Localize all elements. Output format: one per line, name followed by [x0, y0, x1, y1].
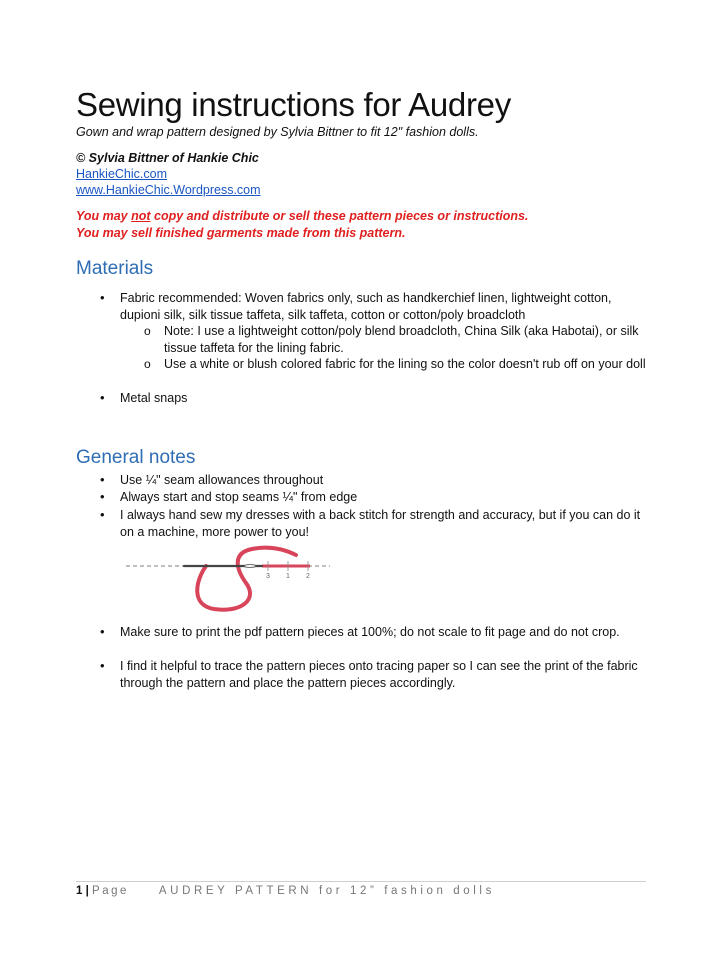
link-hankiechic[interactable]: HankieChic.com [76, 167, 168, 181]
running-footer: AUDREY PATTERN for 12” fashion dolls [158, 885, 495, 897]
warning-line-2: You may sell finished garments made from this pattern. [76, 226, 406, 240]
page-word: Page [92, 885, 129, 897]
general-item-hand-sew: I always hand sew my dresses with a back stitch for strength and accuracy, but if you can do it on a machine, more power to you! [120, 508, 641, 539]
circle-bullet-icon: o [144, 324, 151, 338]
back-stitch-illustration [124, 545, 334, 617]
thread-icon [197, 548, 296, 610]
general-item-trace: I find it helpful to trace the pattern pieces onto tracing paper so I can see the print of the fabric through the pattern and place the pattern pieces accordingly. [120, 659, 638, 690]
bullet-icon: • [100, 658, 105, 673]
stitch-label-2: 2 [306, 573, 310, 580]
warning-emphasis: not [131, 209, 151, 223]
materials-subitem-note: Note: I use a lightweight cotton/poly blend broadcloth, China Silk (aka Habotai), or silk tissue taffeta for the lining fabric. [164, 324, 639, 355]
materials-subitem-lining: Use a white or blush colored fabric for the lining so the color doesn't rub off on your doll [164, 357, 646, 371]
bullet-icon: • [100, 290, 105, 305]
stitch-label-3: 3 [266, 573, 270, 580]
stitch-label-1: 1 [286, 573, 290, 580]
materials-item-snaps: Metal snaps [120, 391, 188, 405]
materials-item-fabric: Fabric recommended: Woven fabrics only, such as handkerchief linen, lightweight cotton, dupioni silk, silk tissue taffeta, silk taffeta, cotton or cotton/poly broadcloth [120, 291, 612, 322]
general-item-print: Make sure to print the pdf pattern pieces at 100%; do not scale to fit page and do not crop. [120, 625, 620, 639]
page-title: Sewing instructions for Audrey [76, 86, 511, 123]
warning-after: copy and distribute or sell these pattern pieces or instructions. [150, 209, 529, 223]
page-number: 1 [76, 885, 83, 897]
bullet-icon: • [100, 624, 105, 639]
warning-line-1 [76, 209, 528, 223]
general-item-start-stop: Always start and stop seams ¼" from edge [120, 490, 358, 504]
subtitle: Gown and wrap pattern designed by Sylvia Bittner to fit 12" fashion dolls. [76, 125, 479, 139]
materials-heading: Materials [76, 258, 154, 279]
bullet-icon: • [100, 390, 105, 405]
bullet-icon: • [100, 489, 105, 504]
general-notes-heading: General notes [76, 447, 196, 468]
bullet-icon: • [100, 507, 105, 522]
warning-before: You may [76, 209, 132, 223]
footer-divider [76, 881, 646, 882]
copyright: © Sylvia Bittner of Hankie Chic [76, 151, 259, 165]
page-footer [76, 885, 495, 897]
footer-separator: | [85, 885, 89, 897]
needle-eye-icon [244, 565, 256, 568]
bullet-icon: • [100, 472, 105, 487]
link-wordpress[interactable]: www.HankieChic.Wordpress.com [76, 183, 261, 197]
general-item-seam: Use ¼" seam allowances throughout [120, 473, 324, 487]
circle-bullet-icon: o [144, 357, 151, 371]
